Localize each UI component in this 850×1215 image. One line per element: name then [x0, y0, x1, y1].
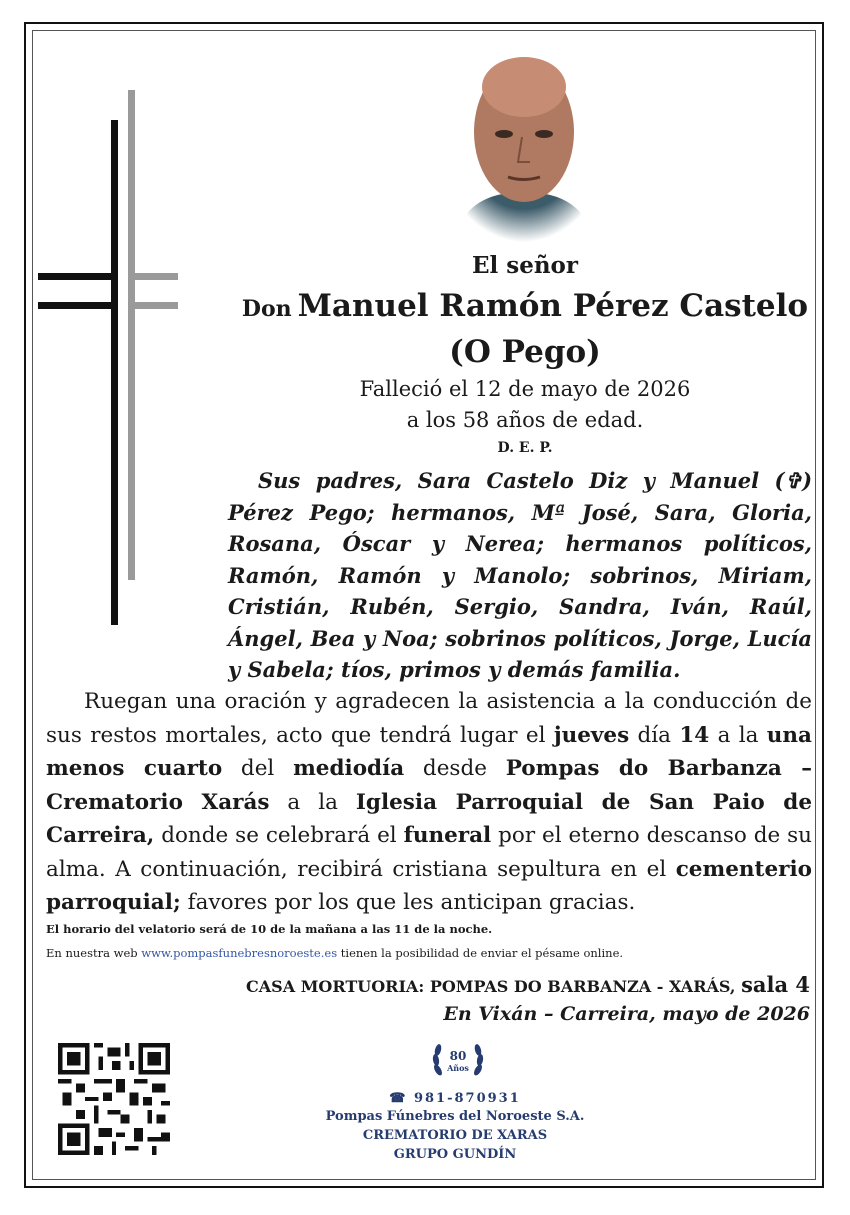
name-text: Manuel Ramón Pérez Castelo: [297, 288, 809, 324]
ceremony-bold: Pompas do Barbanza – Crematorio Xarás: [46, 756, 812, 815]
ceremony-part: donde se celebrará el: [154, 823, 404, 848]
death-date: Falleció el 12 de mayo de 2026: [359, 377, 691, 401]
ceremony-bold: 14: [679, 722, 710, 748]
portrait-photo: [444, 42, 604, 242]
ceremony-part: a la: [269, 789, 356, 815]
ceremony-part: del: [222, 756, 294, 781]
web-prefix: En nuestra web: [46, 946, 142, 960]
ceremony-bold: cementerio parroquial;: [46, 856, 812, 915]
cross-icon: [38, 90, 178, 630]
ceremony-text: [46, 685, 812, 920]
group-name: GRUPO GUNDÍN: [393, 1147, 517, 1162]
deceased-name: [230, 288, 820, 324]
anniversary-badge-icon: [428, 1036, 488, 1084]
web-notice: [46, 946, 623, 960]
ceremony-bold: jueves: [553, 722, 630, 748]
ceremony-bold: mediodía: [293, 756, 405, 781]
family-list: Sus padres, Sara Castelo Diz y Manuel (✞) Pérez Pego; hermanos, Mª José, Sara, Gloria, Rosana, Óscar y Nerea; hermanos políticos, Ramón, Ramón y Manolo; sobrinos, Miriam, Cristián, Rubén, Sergio, Sandra, Iván, Raúl, Ángel, Bea y Noa; sobrinos políticos, Jorge, Lucía y Sabela; tíos, primos y demás familia.: [228, 468, 812, 682]
nickname: (O Pego): [449, 334, 601, 370]
ceremony-part: desde: [404, 756, 506, 781]
intro-text: El señor: [471, 252, 579, 279]
company-name: Pompas Fúnebres del Noroeste S.A.: [325, 1109, 585, 1124]
ceremony-part: a la: [709, 722, 767, 748]
rip-text: D. E. P.: [497, 440, 553, 456]
phone-number: ☎ 981-870931: [389, 1091, 521, 1106]
ceremony-bold: una menos cuarto: [46, 722, 812, 781]
crematorium-name: CREMATORIO DE XARAS: [362, 1128, 548, 1143]
mortuary-label: CASA MORTUORIA: POMPAS DO BARBANZA - XARÁS,: [246, 977, 736, 996]
badge-text: Años: [447, 1063, 469, 1073]
qr-code-icon[interactable]: [58, 1043, 170, 1155]
wake-hours: El horario del velatorio será de 10 de la mañana a las 11 de la noche.: [46, 922, 493, 936]
ceremony-bold: funeral: [403, 823, 492, 848]
mortuary-line: [246, 972, 810, 997]
title-prefix: Don: [241, 296, 292, 322]
signoff-line: En Vixán – Carreira, mayo de 2026: [443, 1003, 810, 1025]
ceremony-part: Ruegan una oración y agradecen la asistencia a la conducción de sus restos mortales, acto que tendrá lugar el: [46, 689, 812, 748]
ceremony-bold: Iglesia Parroquial de San Paio de Carreira,: [46, 789, 812, 848]
web-suffix: tienen la posibilidad de enviar el pésame online.: [337, 946, 624, 960]
room-label: sala 4: [741, 972, 810, 997]
website-link[interactable]: www.pompasfunebresnoroeste.es: [141, 946, 338, 960]
age-line: a los 58 años de edad.: [406, 408, 644, 432]
ceremony-part: día: [629, 722, 680, 748]
ceremony-part: favores por los que les anticipan gracias.: [180, 890, 636, 915]
badge-number: 80: [449, 1049, 467, 1063]
ceremony-part: por el eterno descanso de su alma. A continuación, recibirá cristiana sepultura en el: [46, 823, 812, 882]
